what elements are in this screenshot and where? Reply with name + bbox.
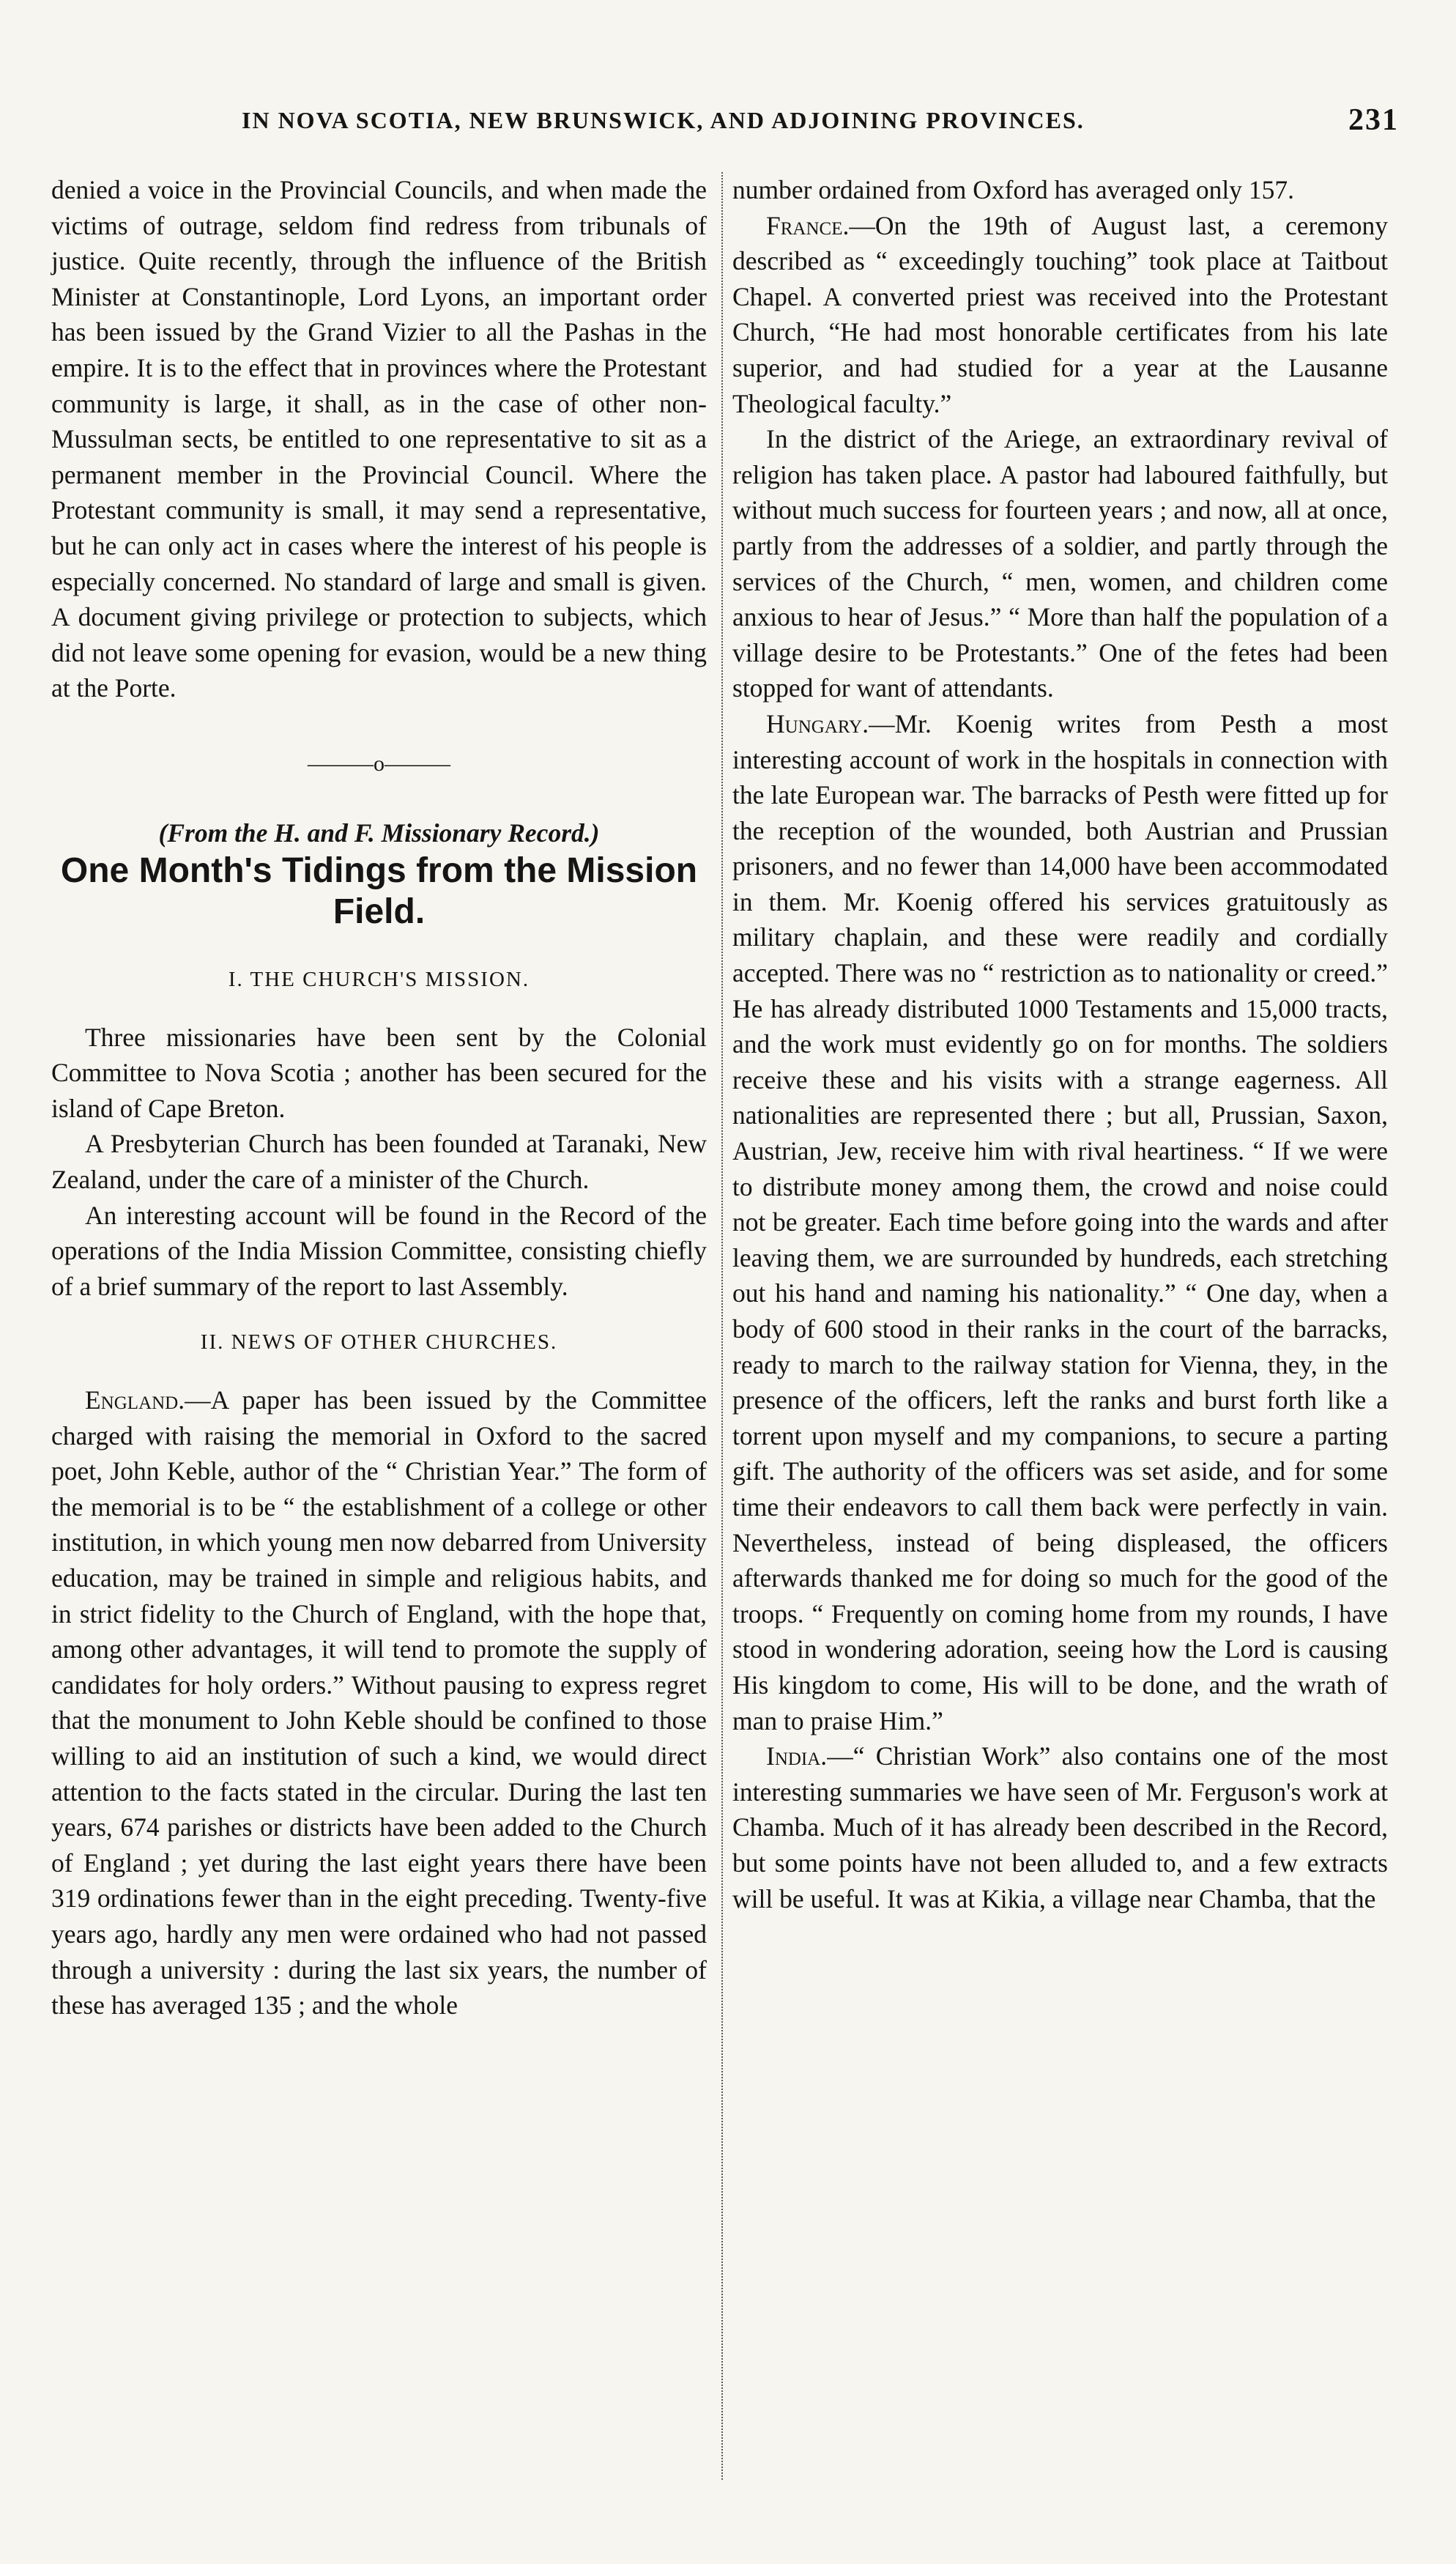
- paragraph-hungary: [732, 706, 1388, 1738]
- article-heading: One Month's Tidings from the Mission Field.: [60, 851, 698, 932]
- article-source: (From the H. and F. Missionary Record.): [158, 818, 600, 848]
- paragraph-ariege: In the district of the Ariege, an extraordinary revival of religion has taken place. A pastor had laboured faithfully, but without much success for fourteen years ; and now, all at once, partly from the addresses of a soldier, and partly through the services of the Church, “ men, women, and children come anxious to hear of Jesus.” “ More than half the population of a village desire to be Protestants.” One of the fetes had been stopped for want of attendants.: [732, 424, 1388, 703]
- section-heading-other-churches: II. NEWS OF OTHER CHURCHES.: [200, 1330, 558, 1355]
- paragraph-missionaries: Three missionaries have been sent by the Colonial Committee to Nova Scotia ; another has been secured for the island of Cape Breton.: [51, 1022, 707, 1123]
- left-column: [51, 172, 707, 2023]
- paragraph-continued: denied a voice in the Provincial Councils, and when made the victims of outrage, seldom find redress from tribunals of justice. Quite recently, through the influence of the British Minister at Constantinople, Lord Lyons, an important order has been issued by the Grand Vizier to all the Pashas in the empire. It is to the effect that in provinces where the Protestant community is large, it shall, as in the case of other non-Mussulman sects, be entitled to one representative to sit as a permanent member in the Provincial Council. Where the Protestant community is small, it may send a representative, but he can only act in cases where the interest of his people is especially concerned. No standard of large and small is given. A document giving privilege or protection to subjects, which did not leave some opening for evasion, would be a new thing at the Porte.: [51, 175, 707, 703]
- text-india: —“ Christian Work” also contains one of the most interesting summaries we have seen of Mr. Ferguson's work at Chamba. Much of it has already been described in the Record, but some points have not been alluded to, and a few extracts will be useful. It was at Kikia, a village near Chamba, that the: [732, 1741, 1388, 1913]
- section-heading-church-mission: I. THE CHURCH'S MISSION.: [228, 968, 530, 992]
- text-hungary: —Mr. Koenig writes from Pesth a most interesting account of work in the hospitals in connection with the late European war. The barracks of Pesth were fitted up for the reception of the wounded, both Austrian and Prussian prisoners, and no fewer than 14,000 have been accommodated in them. Mr. Koenig offered his services gratuitously as military chaplain, and these were readily and cordially accepted. There was no “ restriction as to nationality or creed.” He has already distributed 1000 Testaments and 15,000 tracts, and the work must evidently go on for months. The soldiers receive these and his visits with a strange eagerness. All nationalities are represented there ; but all, Prussian, Saxon, Austrian, Jew, receive him with rival heartiness. “ If we were to distribute money among them, the crowd and noise could not be greater. Each time before going into the wards and after leaving them, we are surrounded by hundreds, each stretching out his hand and naming his nationality.” “ One day, when a body of 600 stood in their ranks in the court of the barracks, ready to march to the railway station for Vienna, they, in the presence of the officers, left the ranks and burst forth like a torrent upon myself and my companions, to secure a parting gift. The authority of the officers was set aside, and for some time their endeavors to call them back were perfectly in vain. Nevertheless, instead of being displeased, the officers afterwards thanked me for doing so much for the good of the troops. “ Frequently on coming home from my rounds, I have stood in wondering adoration, seeing how the Lord is causing His kingdom to come, His will to be done, and the wrath of man to praise Him.”: [732, 708, 1388, 1735]
- column-divider: [721, 172, 723, 2480]
- text-france: —On the 19th of August last, a ceremony described as “ exceedingly touching” took place at Taitbout Chapel. A converted priest was received into the Protestant Church, “He had most honorable certificates from his late superior, and had studied for a year at the Lausanne Theological faculty.”: [732, 210, 1388, 418]
- text-england: —A paper has been issued by the Committee charged with raising the memorial in Oxford to the sacred poet, John Keble, author of the “ Christian Year.” The form of the memorial is to be “ the establishment of a college or other institution, in which young men now debarred from University education, may be trained in simple and religious habits, and in strict fidelity to the Church of England, with the hope that, among other advantages, it will tend to promote the supply of candidates for holy orders.” Without pausing to express regret that the monument to John Keble should be confined to those willing to aid an institution of such a kind, we would direct attention to the facts stated in the circular. During the last ten years, 674 parishes or districts have been added to the Church of England ; yet during the last eight years there have been 319 ordinations fewer than in the eight preceding. Twenty-five years ago, hardly any men were ordained who had not passed through a university : during the last six years, the number of these has averaged 135 ; and the whole: [51, 1385, 707, 2020]
- page-number: 231: [1348, 103, 1399, 137]
- lead-france: France.: [766, 210, 850, 240]
- paragraph-taranaki: A Presbyterian Church has been founded at Taranaki, New Zealand, under the care of a minister of the Church.: [51, 1129, 707, 1195]
- paragraph-india: [732, 1738, 1388, 1916]
- lead-hungary: Hungary.: [766, 708, 869, 738]
- running-head: [44, 103, 1428, 147]
- lead-india: India.: [766, 1741, 828, 1771]
- section-separator: ———o———: [308, 751, 450, 776]
- paragraph-france: [732, 208, 1388, 422]
- right-column: [732, 172, 1388, 1916]
- paragraph-india-committee: An interesting account will be found in the Record of the operations of the India Mission Committee, consisting chiefly of a brief summary of the report to last Assembly.: [51, 1200, 707, 1301]
- lead-england: England.: [85, 1385, 185, 1415]
- running-title: IN NOVA SCOTIA, NEW BRUNSWICK, AND ADJOINING PROVINCES.: [242, 107, 1085, 133]
- paragraph-england: [51, 1382, 707, 2023]
- paragraph-continued-oxford: number ordained from Oxford has averaged only 157.: [732, 175, 1294, 204]
